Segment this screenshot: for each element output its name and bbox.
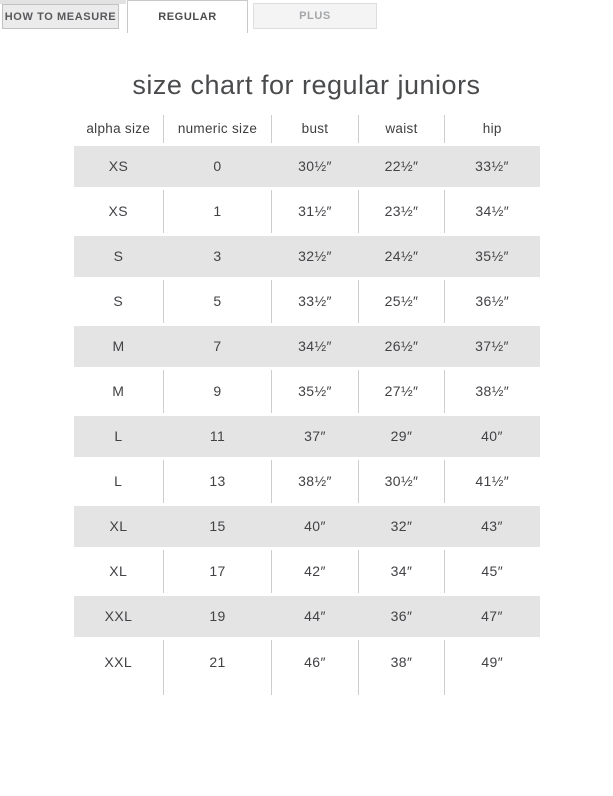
cell-bust: 34½″ [272, 324, 359, 368]
cell-alpha-size: S [74, 278, 164, 324]
table-row [74, 368, 540, 414]
cell-waist: 34″ [359, 548, 445, 594]
cell-hip: 33½″ [445, 144, 540, 188]
size-chart-table [74, 115, 540, 695]
cell-numeric-size: 19 [164, 594, 272, 638]
cell-numeric-size: 17 [164, 548, 272, 594]
cell-bust: 35½″ [272, 368, 359, 414]
cell-hip: 38½″ [445, 368, 540, 414]
cell-waist: 27½″ [359, 368, 445, 414]
table-row [74, 638, 540, 684]
page-title: size chart for regular juniors [132, 70, 481, 100]
cell-bust: 37″ [272, 414, 359, 458]
table-divider-tail [74, 684, 540, 695]
table-row [74, 324, 540, 368]
cell-waist: 25½″ [359, 278, 445, 324]
tab-how-to-measure[interactable]: HOW TO MEASURE [2, 4, 119, 29]
cell-alpha-size: XXL [74, 638, 164, 684]
cell-bust: 46″ [272, 638, 359, 684]
cell-bust: 44″ [272, 594, 359, 638]
cell-numeric-size: 13 [164, 458, 272, 504]
tab-regular-active[interactable]: REGULAR [127, 0, 248, 33]
table-row [74, 234, 540, 278]
cell-hip: 43″ [445, 504, 540, 548]
cell-hip: 40″ [445, 414, 540, 458]
cell-alpha-size: XL [74, 504, 164, 548]
cell-numeric-size: 21 [164, 638, 272, 684]
cell-waist: 23½″ [359, 188, 445, 234]
table-row [74, 144, 540, 188]
divider-tail-cell [359, 684, 445, 695]
table-body [74, 144, 540, 695]
size-chart-tabbar [0, 0, 613, 33]
cell-hip: 49″ [445, 638, 540, 684]
cell-hip: 47″ [445, 594, 540, 638]
cell-hip: 34½″ [445, 188, 540, 234]
column-header-waist: waist [359, 115, 445, 144]
table-row [74, 458, 540, 504]
divider-tail-cell [74, 684, 164, 695]
cell-numeric-size: 9 [164, 368, 272, 414]
cell-bust: 42″ [272, 548, 359, 594]
cell-numeric-size: 5 [164, 278, 272, 324]
cell-waist: 29″ [359, 414, 445, 458]
table-row [74, 414, 540, 458]
column-header-numeric-size: numeric size [164, 115, 272, 144]
tab-plus[interactable]: PLUS [253, 3, 377, 29]
cell-numeric-size: 0 [164, 144, 272, 188]
cell-bust: 31½″ [272, 188, 359, 234]
cell-hip: 37½″ [445, 324, 540, 368]
table-row [74, 504, 540, 548]
column-header-hip: hip [482, 121, 502, 137]
cell-waist: 32″ [359, 504, 445, 548]
cell-alpha-size: M [74, 368, 164, 414]
column-header-alpha-size: alpha size [74, 115, 164, 144]
cell-waist: 24½″ [359, 234, 445, 278]
cell-waist: 26½″ [359, 324, 445, 368]
cell-numeric-size: 3 [164, 234, 272, 278]
cell-hip: 35½″ [445, 234, 540, 278]
table-header [74, 115, 540, 144]
cell-waist: 22½″ [359, 144, 445, 188]
cell-waist: 36″ [359, 594, 445, 638]
divider-tail-cell [272, 684, 359, 695]
cell-bust: 33½″ [272, 278, 359, 324]
divider-tail-cell [445, 684, 540, 695]
cell-bust: 32½″ [272, 234, 359, 278]
table-row [74, 548, 540, 594]
cell-hip: 41½″ [445, 458, 540, 504]
cell-numeric-size: 1 [164, 188, 272, 234]
cell-hip: 36½″ [445, 278, 540, 324]
table-row [74, 278, 540, 324]
divider-tail-cell [164, 684, 272, 695]
table-row [74, 594, 540, 638]
table-row [74, 188, 540, 234]
cell-alpha-size: S [74, 234, 164, 278]
cell-bust: 38½″ [272, 458, 359, 504]
cell-alpha-size: L [74, 414, 164, 458]
column-header-bust: bust [272, 115, 359, 144]
cell-alpha-size: XXL [74, 594, 164, 638]
cell-alpha-size: XS [74, 144, 164, 188]
cell-numeric-size: 15 [164, 504, 272, 548]
cell-waist: 30½″ [359, 458, 445, 504]
cell-hip: 45″ [445, 548, 540, 594]
cell-alpha-size: L [74, 458, 164, 504]
cell-bust: 40″ [272, 504, 359, 548]
cell-bust: 30½″ [272, 144, 359, 188]
cell-numeric-size: 11 [164, 414, 272, 458]
cell-waist: 38″ [359, 638, 445, 684]
cell-alpha-size: XL [74, 548, 164, 594]
cell-alpha-size: M [74, 324, 164, 368]
cell-alpha-size: XS [74, 188, 164, 234]
cell-numeric-size: 7 [164, 324, 272, 368]
